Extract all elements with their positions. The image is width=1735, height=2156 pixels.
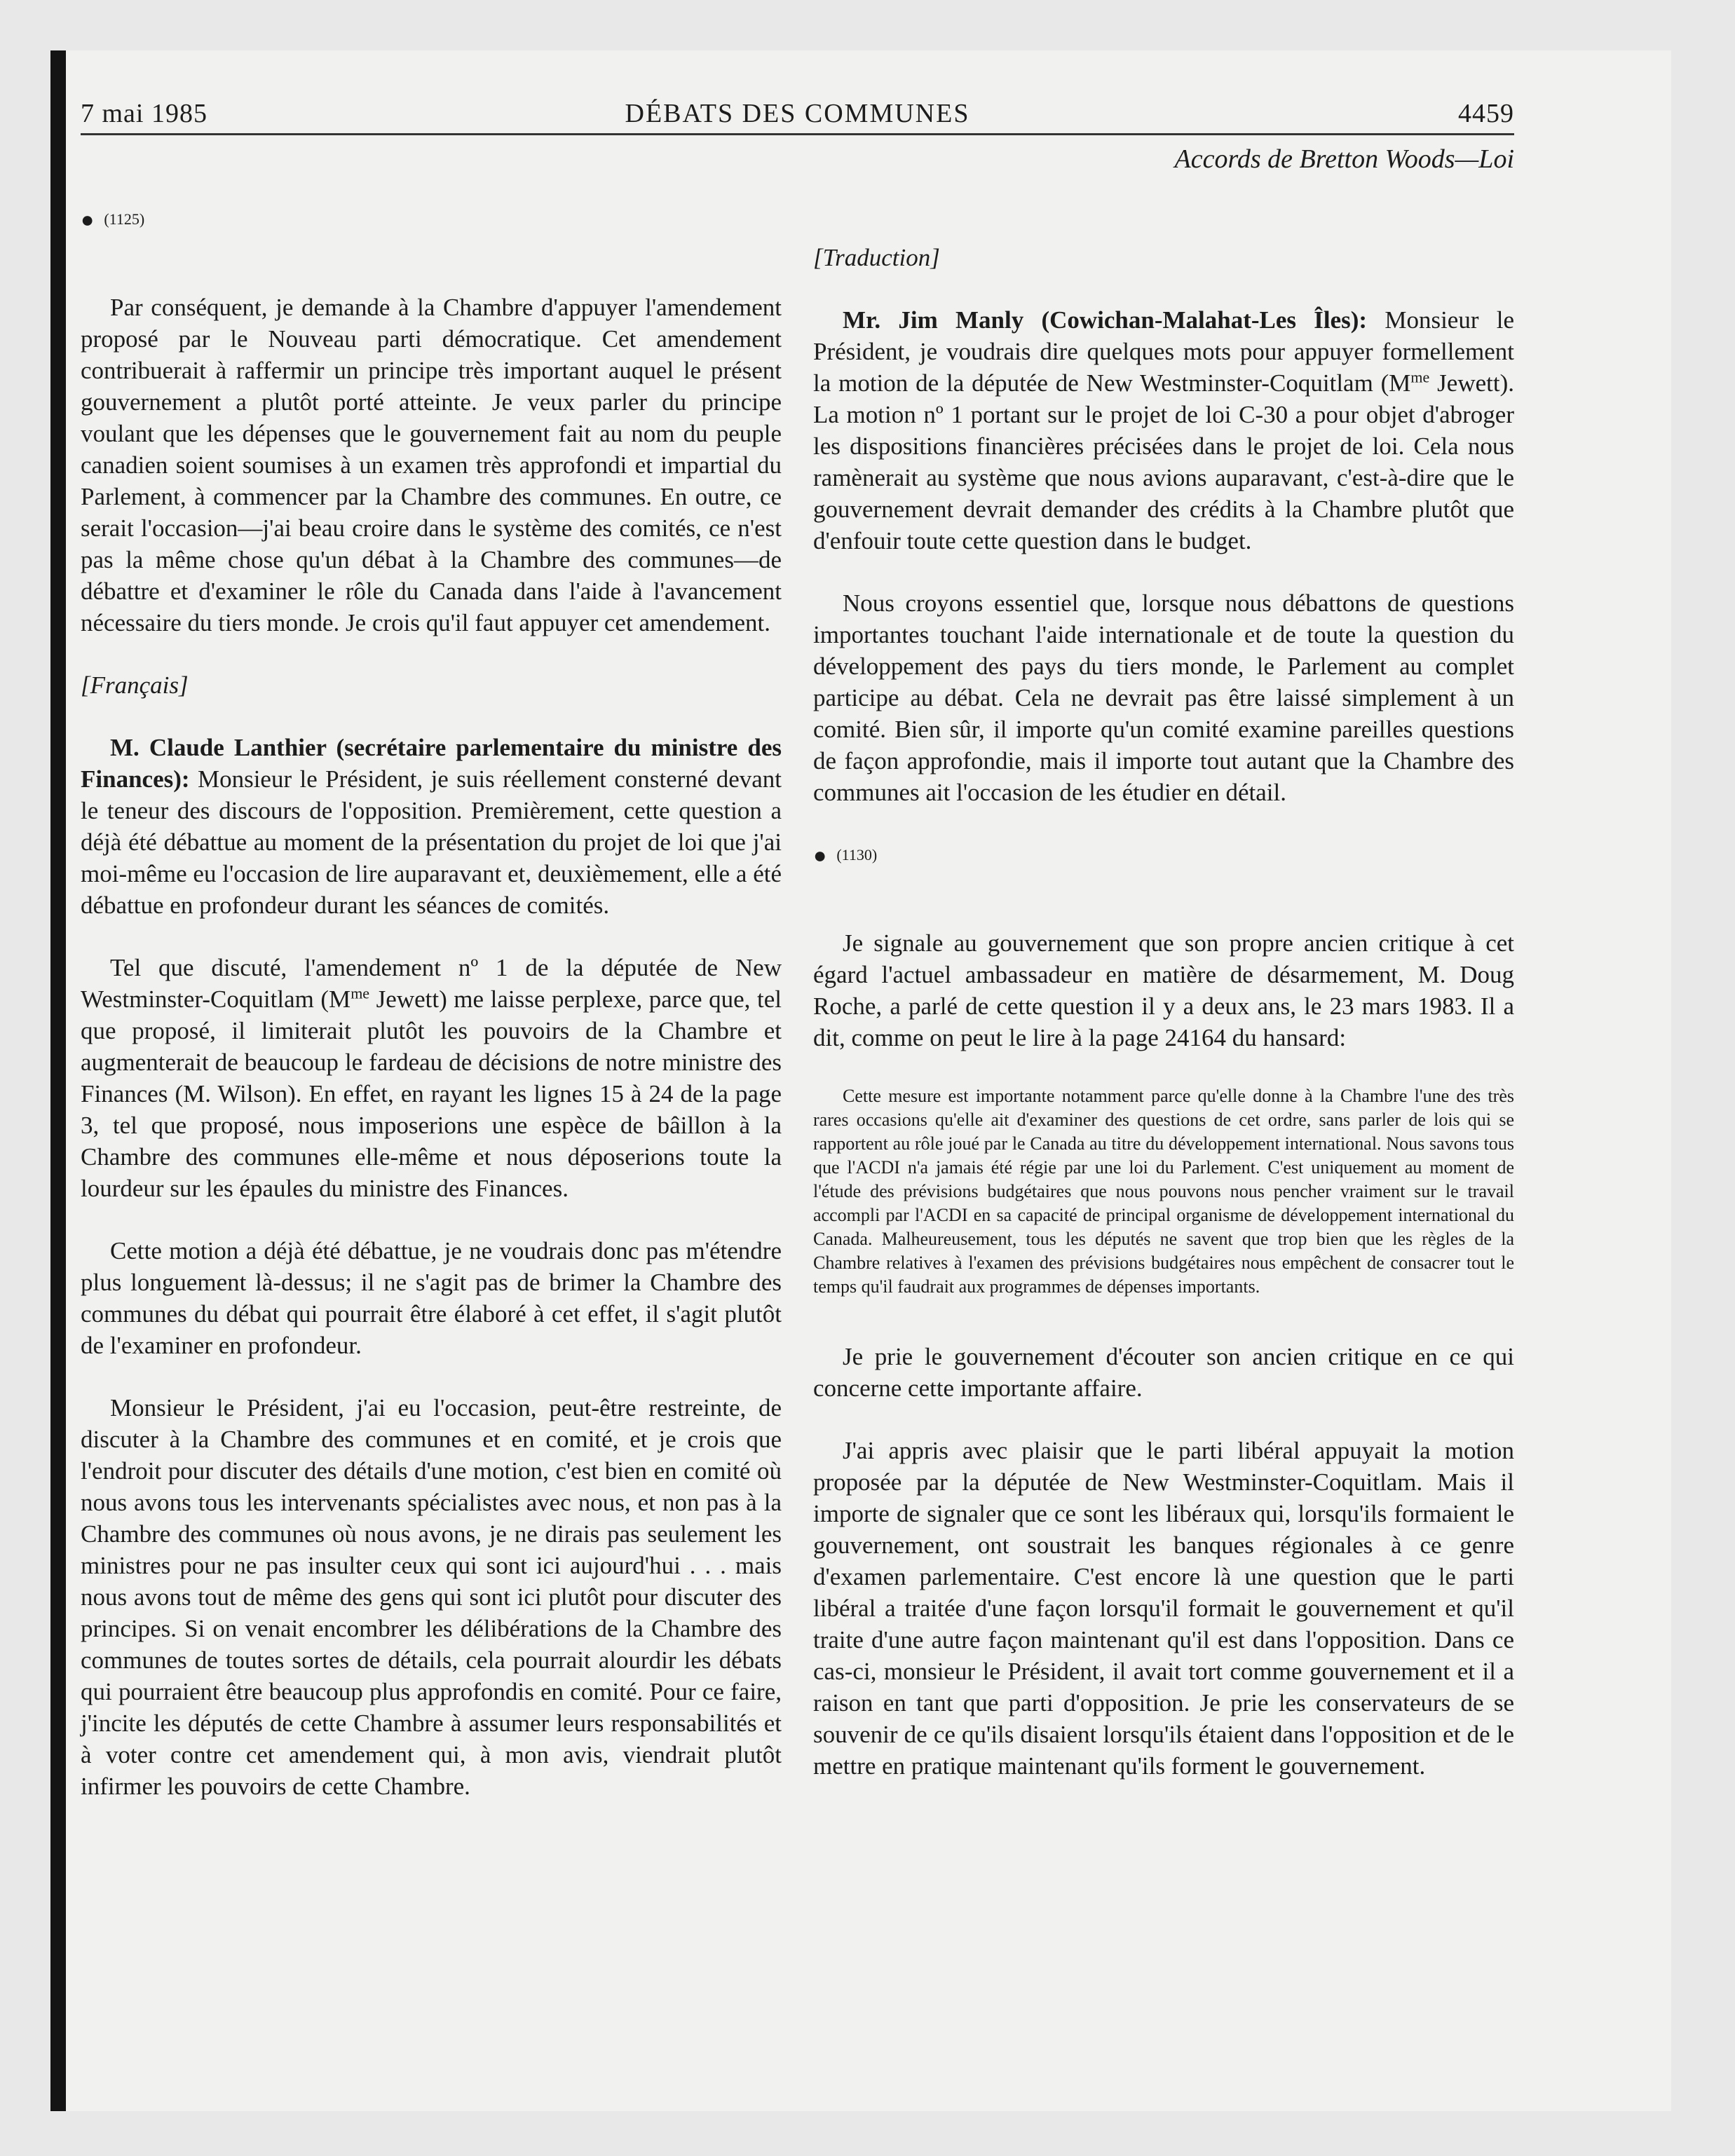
paragraph: Nous croyons essentiel que, lorsque nous débattons de questions importantes touchant l'aide internationale et de toute la question du développement des pays du tiers monde, le Parlement au complet participe au débat. Cela ne devrait pas être laissé simplement à un comité. Bien sûr, il importe qu'un comité examine pareilles questions de façon approfondie, mais il importe tout autant que la Chambre des communes ait l'occasion de les étudier en détail. [813, 589, 1514, 806]
bullet-icon: ● [81, 207, 95, 232]
paragraph: Je signale au gouvernement que son propre ancien critique à cet égard l'actuel ambassadeur en matière de désarmement, M. Doug Roche, a parlé de cette question il y a deux ans, le 23 mars 1983. Il a dit, comme on peut le lire à la page 24164 du hansard: [813, 929, 1514, 1051]
page-header [81, 98, 1514, 133]
header-title: DÉBATS DES COMMUNES [625, 99, 970, 128]
paragraph: J'ai appris avec plaisir que le parti libéral appuyait la motion proposée par la députée de New Westminster-Coquitlam. Mais il importe de signaler que ce sont les libéraux qui, lorsqu'ils formaient le gouvernement, ont soustrait les banques régionales à ce genre d'examen parlementaire. C'est encore là une question que le parti libéral a traitée d'une façon lorsqu'il formait le gouvernement et qu'il traite d'une autre façon maintenant qu'il est dans l'opposition. Dans ce cas-ci, monsieur le Président, il avait tort comme gouvernement et il a raison en tant que parti d'opposition. Je prie les conservateurs de se souvenir de ce qu'ils disaient lorsqu'ils étaient dans l'opposition et de le mettre en pratique maintenant qu'ils forment le gouvernement. [813, 1437, 1514, 1780]
paragraph: Je prie le gouvernement d'écouter son ancien critique en ce qui concerne cette importante affaire. [813, 1343, 1514, 1402]
paragraph: Tel que discuté, l'amendement nº 1 de la députée de New Westminster-Coquitlam ($M^{me}$ Jewett) me laisse perplexe, parce que, tel que proposé, il limiterait plutôt les pouvoirs de la Chambre et augmenterait de beaucoup le fardeau de décisions de notre ministre des Finances (M. Wilson). En effet, en rayant les lignes 15 à 24 de la page 3, tel que proposé, nous imposerions une espèce de bâillon à la Chambre des communes elle-même et nous déposerions toute la lourdeur sur les épaules du ministre des Finances. [81, 954, 782, 1202]
language-tag: [Traduction] [813, 244, 940, 271]
scan-edge [50, 50, 66, 2111]
right-column [813, 242, 1514, 1813]
header-date: 7 mai 1985 [81, 99, 207, 128]
header-page-number: 4459 [1458, 99, 1514, 128]
paragraph: Par conséquent, je demande à la Chambre d'appuyer l'amendement proposé par le Nouveau parti démocratique. Cet amendement contribuerait à raffermir un principe très important auquel le présent gouvernement a plutôt porté atteinte. Je veux parler du principe voulant que les dépenses que le gouvernement fait au nom du peuple canadien soient soumises à un examen très approfondi et impartial du Parlement, à commencer par la Chambre des communes. En outre, ce serait l'occasion—j'ai beau croire dans le système des comités, ce n'est pas la même chose qu'un débat à la Chambre des communes—de débattre et d'examiner le rôle du Canada dans l'aide à l'avancement nécessaire du tiers monde. Je crois qu'il faut appuyer cet amendement. [81, 294, 782, 636]
speech-paragraph: Mr. Jim Manly (Cowichan-Malahat-Les Îles): Monsieur le Président, je voudrais dire quelques mots pour appuyer formellement la motion de la députée de New Westminster-Coquitlam ($M^{me}$ Jewett). La motion nº 1 portant sur le projet de loi C-30 a pour objet d'abroger les dispositions financières précisées dans le projet de loi. Cela nous ramènerait au système que nous avions auparavant, c'est-à-dire que le gouvernement devrait demander des crédits à la Chambre plutôt que d'enfouir toute cette question dans le budget. [813, 306, 1515, 554]
quotation: Cette mesure est importante notamment parce qu'elle donne à la Chambre l'une des très rares occasions qu'elle ait d'examiner des questions de cet ordre, sans parler de lois qui se rapportent au rôle joué par le Canada au titre du développement international. Nous savons tous que l'ACDI n'a jamais été régie par une loi du Parlement. C'est uniquement au moment de l'étude des prévisions budgétaires que nous pouvons nous pencher vraiment sur le travail accompli par l'ACDI en sa capacité de principal organisme de développement international du Canada. Malheureusement, tous les députés ne savent que trop bien que les règles de la Chambre relatives à l'examen des prévisions budgétaires nous empêchent de consacrer tout le temps qu'il faudrait aux programmes de dépenses importants. [813, 1086, 1514, 1297]
paragraph: Monsieur le Président, j'ai eu l'occasion, peut-être restreinte, de discuter à la Chambre des communes et en comité, et je crois que l'endroit pour discuter des détails d'une motion, c'est bien en comité où nous avons tous les intervenants spécialistes avec nous, et non pas à la Chambre des communes où nous avons, je ne dirais pas seulement les ministres pour ne pas insulter ceux qui sont ici aujourd'hui . . . mais nous avons tout de même des gens qui sont ici plutôt pour discuter des principes. Si on venait encombrer les délibérations de la Chambre des communes de toutes sortes de détails, cela pourrait alourdir les débats qui pourraient être beaucoup plus approfondis en comité. Pour ce faire, j'incite les députés de cette Chambre à assumer leurs responsabilités et à voter contre cet amendement qui, à mon avis, viendrait plutôt infirmer les pouvoirs de cette Chambre. [81, 1394, 782, 1800]
left-column [81, 179, 782, 1833]
speech-paragraph: M. Claude Lanthier (secrétaire parlementaire du ministre des Finances): Monsieur le Président, je suis réellement consterné devant le teneur des discours de l'opposition. Premièrement, cette question a déjà été débattue au moment de la présentation du projet de loi que j'ai moi-même eu l'occasion de lire auparavant et, deuxièmement, elle a été débattue en profondeur durant les séances de comités. [81, 734, 782, 919]
bullet-icon: ● [813, 842, 827, 868]
time-marker: ● (1125) [81, 207, 145, 232]
time-marker: ● (1130) [813, 842, 878, 868]
speaker-name: M. Claude Lanthier (secrétaire parlementaire du ministre des Finances): [81, 734, 782, 793]
header-rule [81, 133, 1514, 135]
speaker-name: Mr. Jim Manly (Cowichan-Malahat-Les Îles): [843, 306, 1368, 334]
language-tag: [Français] [81, 671, 189, 699]
running-title: Accords de Bretton Woods—Loi [1174, 144, 1514, 174]
paragraph: Cette motion a déjà été débattue, je ne voudrais donc pas m'étendre plus longuement là-dessus; il ne s'agit pas de brimer la Chambre des communes du débat qui pourrait être élaboré à cet effet, il s'agit plutôt de l'examiner en profondeur. [81, 1237, 782, 1359]
